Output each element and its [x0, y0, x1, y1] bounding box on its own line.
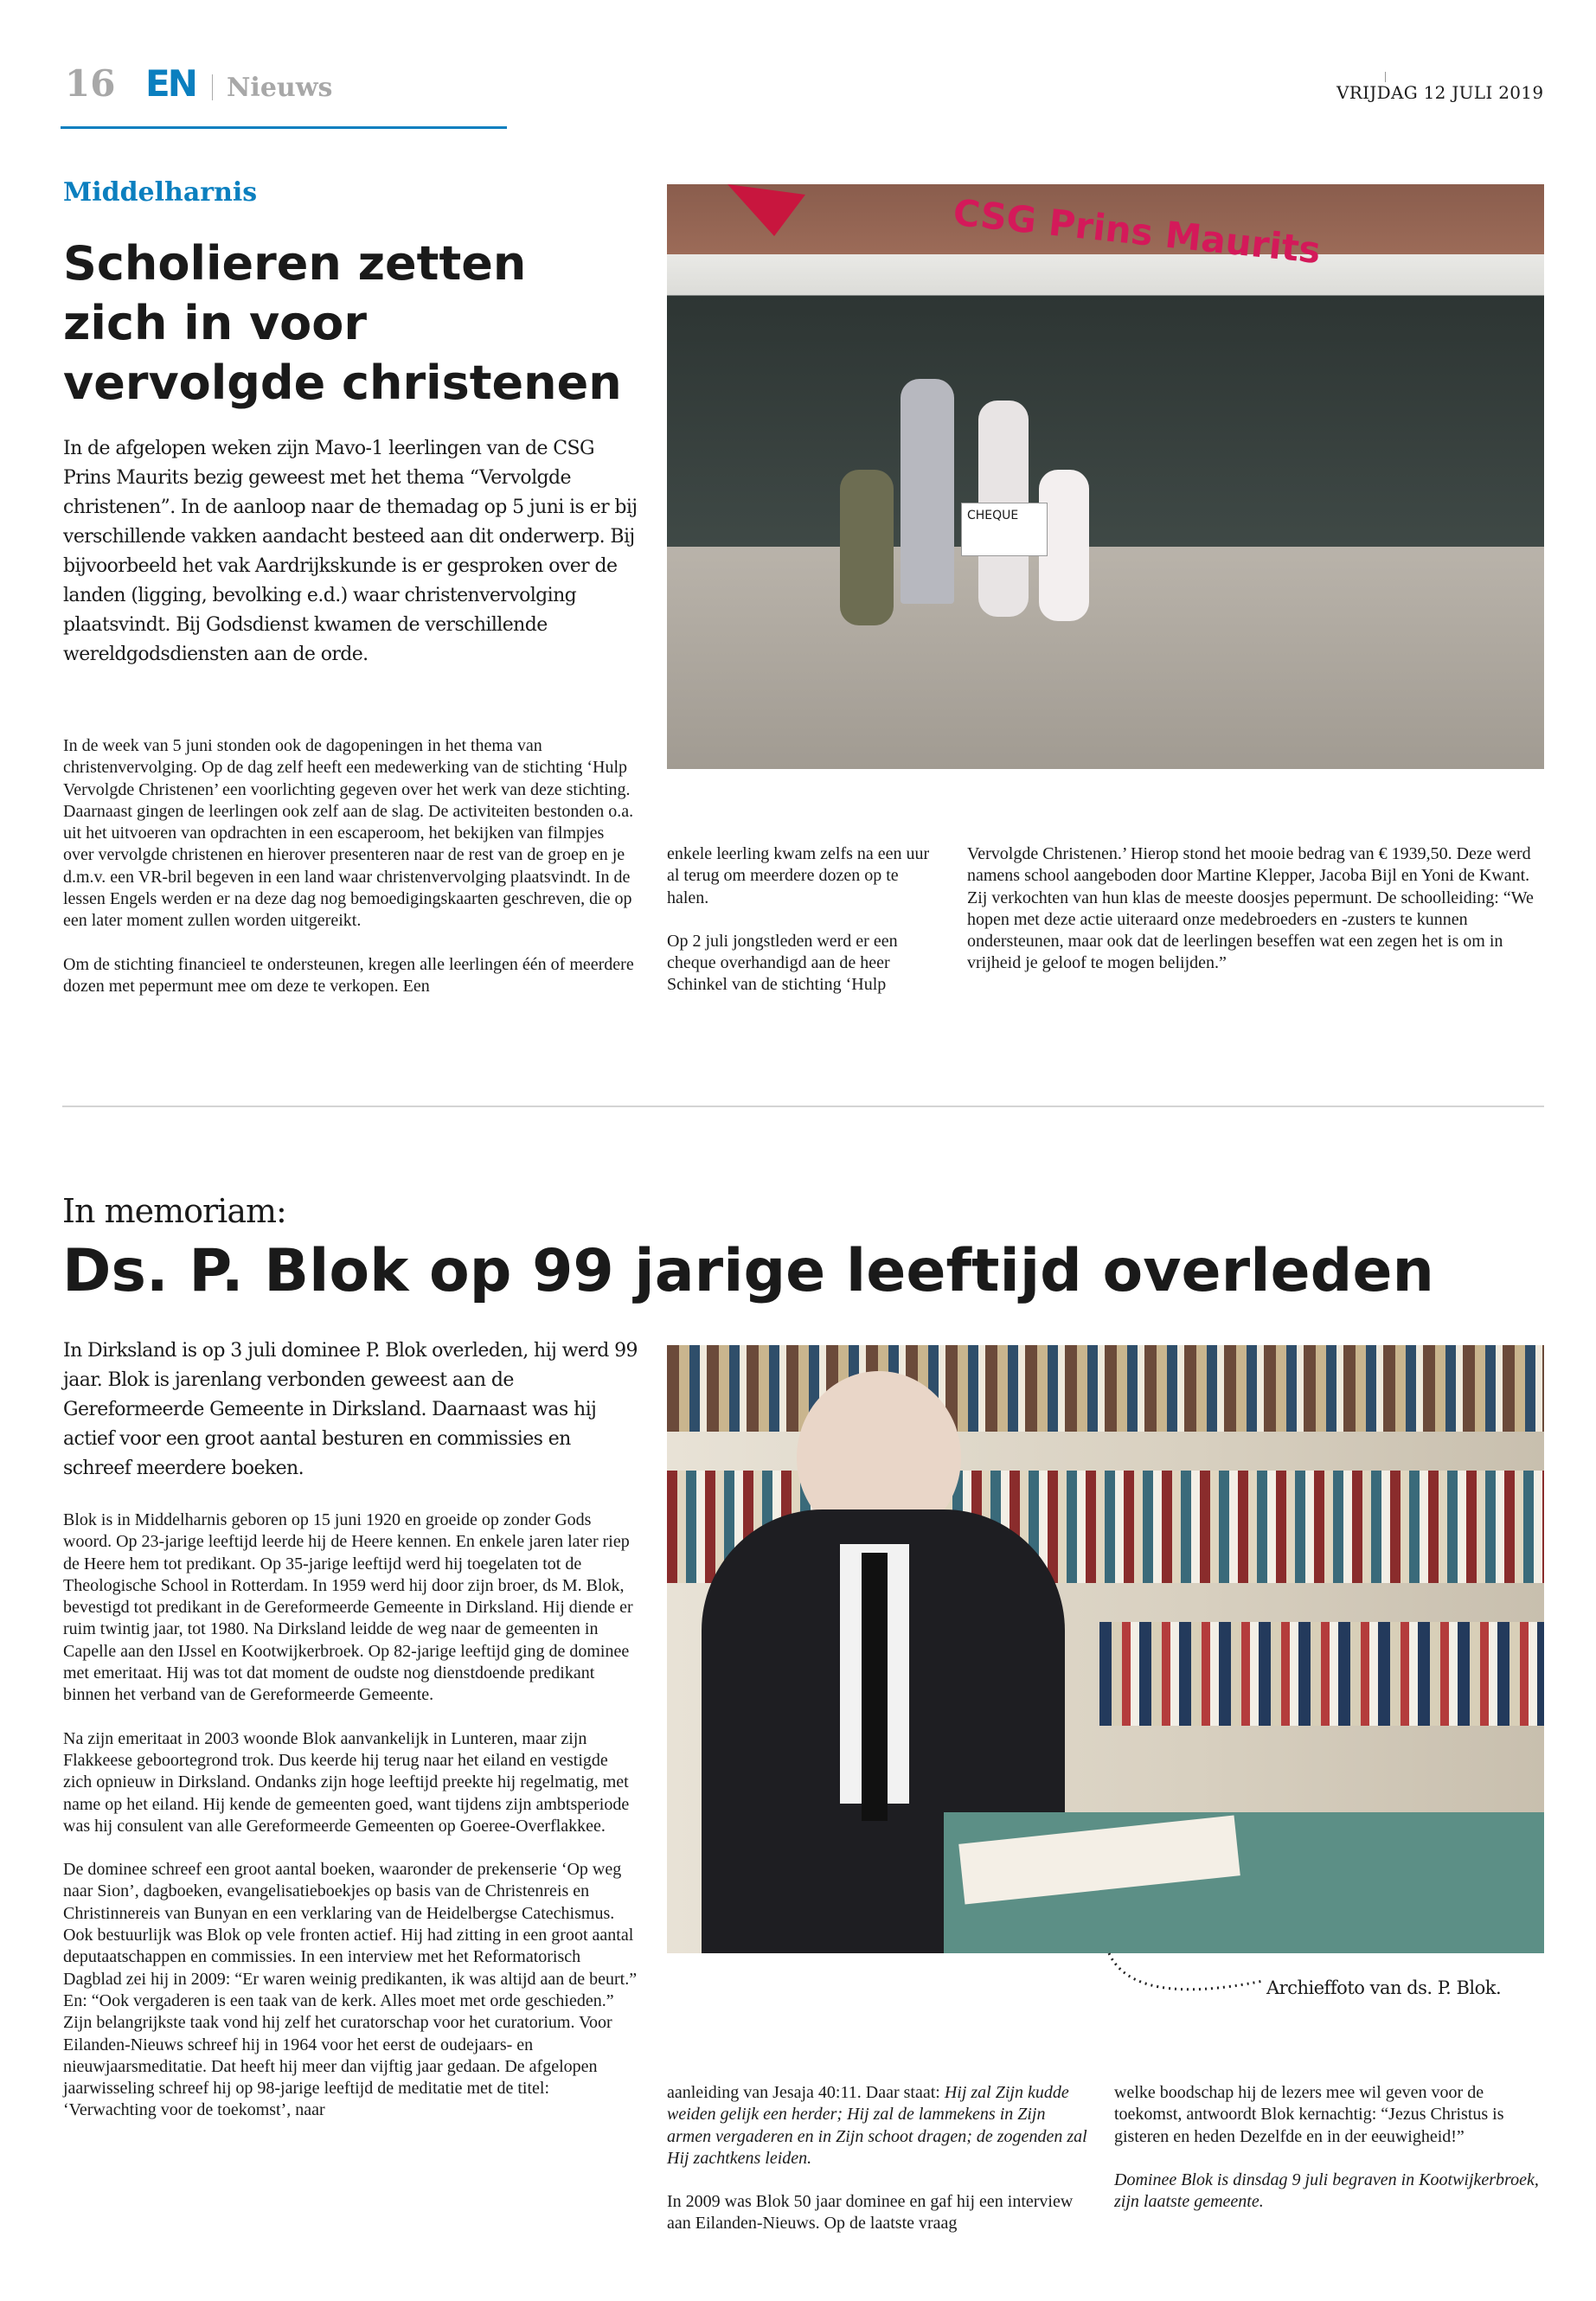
burial-note: Dominee Blok is dinsdag 9 juli begraven in Kootwijkerbroek, zijn laatste gemeente.	[1114, 2170, 1539, 2212]
paragraph: De dominee schreef een groot aantal boeken, waaronder de prekenserie ‘Op weg naar Sion’, dagboeken, evangelisatieboekjes op basis van de Christenreis en Christinnereis van Bunyan en een verklaring van de Heidelbergse Catechismus. Ook bestuurlijk was Blok op vele fronten actief. Hij had zitting in een groot aantal deputaatschappen en commissies. In een interview met het Reformatorisch Dagblad zei hij in 2009: “Er waren weinig predikanten, ik was altijd aan de beurt.” En: “Ook vergaderen is een taak van de kerk. Alles moet met orde geschieden.” Zijn belangrijkste taak vond hij zelf het curatorschap voor het curatorium. Voor Eilanden-Nieuws schreef hij in 1964 voor het eerst de oudejaars- en nieuwjaarsmeditatie. Dat heeft hij meer dan vijftig jaar gedaan. De afgelopen jaarwisseling schreef hij op 98-jarige leeftijd de meditatie met de titel: ‘Verwachting voor de toekomst’, naar	[63, 1860, 638, 2120]
flag-logo-icon	[727, 184, 805, 236]
article2-headline: Ds. P. Blok op 99 jarige leeftijd overleden	[62, 1237, 1434, 1305]
bookshelf	[667, 1345, 1544, 1432]
article-divider	[62, 1106, 1544, 1107]
article1-col2	[667, 843, 935, 1018]
article2-col1	[63, 1509, 638, 2144]
person	[901, 379, 954, 604]
issue-date: VRIJDAG 12 JULI 2019	[1336, 82, 1544, 103]
article1-col3	[967, 843, 1544, 997]
header-rule	[61, 126, 507, 129]
article2-intro: In Dirksland is op 3 juli dominee P. Blok overleden, hij werd 99 jaar. Blok is jarenlang verbonden geweest aan de Gereformeerde Gemeente in Dirksland. Daarnaast was hij actief voor een groot aantal besturen en commissies en schreef meerdere boeken.	[63, 1340, 638, 1479]
building-sign: CSG Prins Maurits	[951, 190, 1323, 272]
paragraph: Vervolgde Christenen.’ Hierop stond het mooie bedrag van € 1939,50. Deze werd namens school aangeboden door Martine Klepper, Jacoba Bijl en Yoni de Kwant. Zij verkochten van hun klas de meeste doosjes pepermunt. De schoolleiding: “We hopen met deze actie uiteraard onze medebroeders en -zusters te kunnen ondersteunen, maar ook dat de leerlingen beseffen wat een zegen het is om in vrijheid je geloof te mogen belijden.”	[967, 844, 1534, 973]
bookshelf	[1099, 1622, 1544, 1726]
paragraph: In 2009 was Blok 50 jaar dominee en gaf hij een interview aan Eilanden-Nieuws. Op de laatste vraag	[667, 2192, 1074, 2234]
article1-col1	[63, 735, 638, 1019]
paragraph: enkele leerling kwam zelfs na een uur al terug om meerdere dozen op te halen.	[667, 844, 930, 907]
article1-intro: In de afgelopen weken zijn Mavo-1 leerlingen van de CSG Prins Maurits bezig geweest met het thema “Vervolgde christenen”. In de aanloop naar de themadag op 5 juni is er bij verschillende vakken aandacht besteed aan dit onderwerp. Bij bijvoorbeeld het vak Aardrijkskunde is er gesproken over de landen (ligging, bevolking e.d.) waar christenvervolging plaatsvindt. Bij Godsdienst kwamen de verschillende wereldgodsdiensten aan de orde.	[63, 438, 638, 665]
header-divider	[212, 74, 213, 100]
date-tick	[1385, 72, 1386, 82]
paragraph: Om de stichting financieel te ondersteunen, kregen alle leerlingen één of meerdere dozen met pepermunt mee om deze te verkopen. Een	[63, 954, 634, 996]
person	[840, 470, 894, 625]
article2-col3	[1114, 2082, 1544, 2234]
article2-col2	[667, 2082, 1091, 2257]
article1-headline: Scholieren zetten zich in voor vervolgde christenen	[63, 236, 622, 410]
paragraph: Na zijn emeritaat in 2003 woonde Blok aanvankelijk in Lunteren, maar zijn Flakkeese geboortegrond trok. Dus keerde hij terug naar het eiland en vestigde zich opnieuw in Dirksland. Ondanks zijn hoge leeftijd preekte hij regelmatig, met name op het eiland. Hij kende de gemeenten goed, want tijdens zijn ambtsperiode was hij consulent van alle Gereformeerde Gemeenten op Goeree-Overflakkee.	[63, 1728, 630, 1836]
paragraph	[667, 2082, 1091, 2170]
section-name: Nieuws	[227, 73, 333, 103]
article2-photo	[667, 1345, 1544, 1953]
bible-quote: Hij zal Zijn kudde weiden gelijk een herder; Hij zal de lammekens in Zijn armen vergaderen en in Zijn schoot dragen; de zogenden zal Hij zachtkens leiden.	[667, 2083, 1087, 2168]
paragraph	[1114, 2170, 1544, 2214]
paragraph: Blok is in Middelharnis geboren op 15 juni 1920 en groeide op zonder Gods woord. Op 23-jarige leeftijd leerde hij de Heere kennen. En enkele jaren later riep de Heere hem tot predikant. Op 35-jarige leeftijd werd hij toegelaten tot de Theologische School in Rotterdam. In 1959 werd hij door zijn broer, ds M. Blok, bevestigd tot predikant in de Gereformeerde Gemeente in Dirksland. Hij diende er ruim twintig jaar, tot 1980. Na Dirksland leidde de weg naar de gemeenten in Capelle aan den IJssel en Kootwijkerbroek. Op 82-jarige leeftijd ging de dominee met emeritaat. Hij was tot dat moment de oudste nog dienstdoende predikant binnen het verband van de Gereformeerde Gemeente.	[63, 1510, 633, 1705]
page-number: 16	[65, 62, 116, 105]
newspaper-logo: EN	[145, 62, 195, 105]
article2-kicker: In memoriam:	[62, 1192, 286, 1230]
paragraph: Op 2 juli jongstleden werd er een cheque overhandigd aan de heer Schinkel van de stichting ‘Hulp	[667, 931, 898, 995]
article1-kicker: Middelharnis	[63, 177, 258, 208]
paragraph: In de week van 5 juni stonden ook de dagopeningen in het thema van christenvervolging. Op de dag zelf heeft een medewerking van de stichting ‘Hulp Vervolgde Christenen’ een voorlichting gegeven over het werk van deze stichting. Daarnaast gingen de leerlingen ook zelf aan de slag. De activiteiten bestonden o.a. uit het uitvoeren van opdrachten in een escaperoom, het bekijken van filmpjes over vervolgde christenen en hierover presenteren naar de rest van de groep en je d.m.v. een VR-bril begeven in een land waar christenvervolging plaatsvindt. In de lessen Engels werden er na deze dag nog bemoedigingskaarten geschreven, die op een later moment zullen worden uitgereikt.	[63, 736, 634, 931]
tie	[862, 1553, 888, 1821]
photo-caption: Archieffoto van ds. P. Blok.	[1266, 1977, 1502, 1998]
article1-photo	[667, 184, 1544, 769]
paragraph: welke boodschap hij de lezers mee wil geven voor de toekomst, antwoordt Blok kernachtig: “Jezus Christus is gisteren en heden Dezelfde en in der eeuwigheid!”	[1114, 2083, 1504, 2146]
cheque: CHEQUE	[961, 503, 1048, 556]
caption-pointer-icon	[1107, 1946, 1272, 2007]
quote-lead: aanleiding van Jesaja 40:11. Daar staat:	[667, 2083, 945, 2102]
